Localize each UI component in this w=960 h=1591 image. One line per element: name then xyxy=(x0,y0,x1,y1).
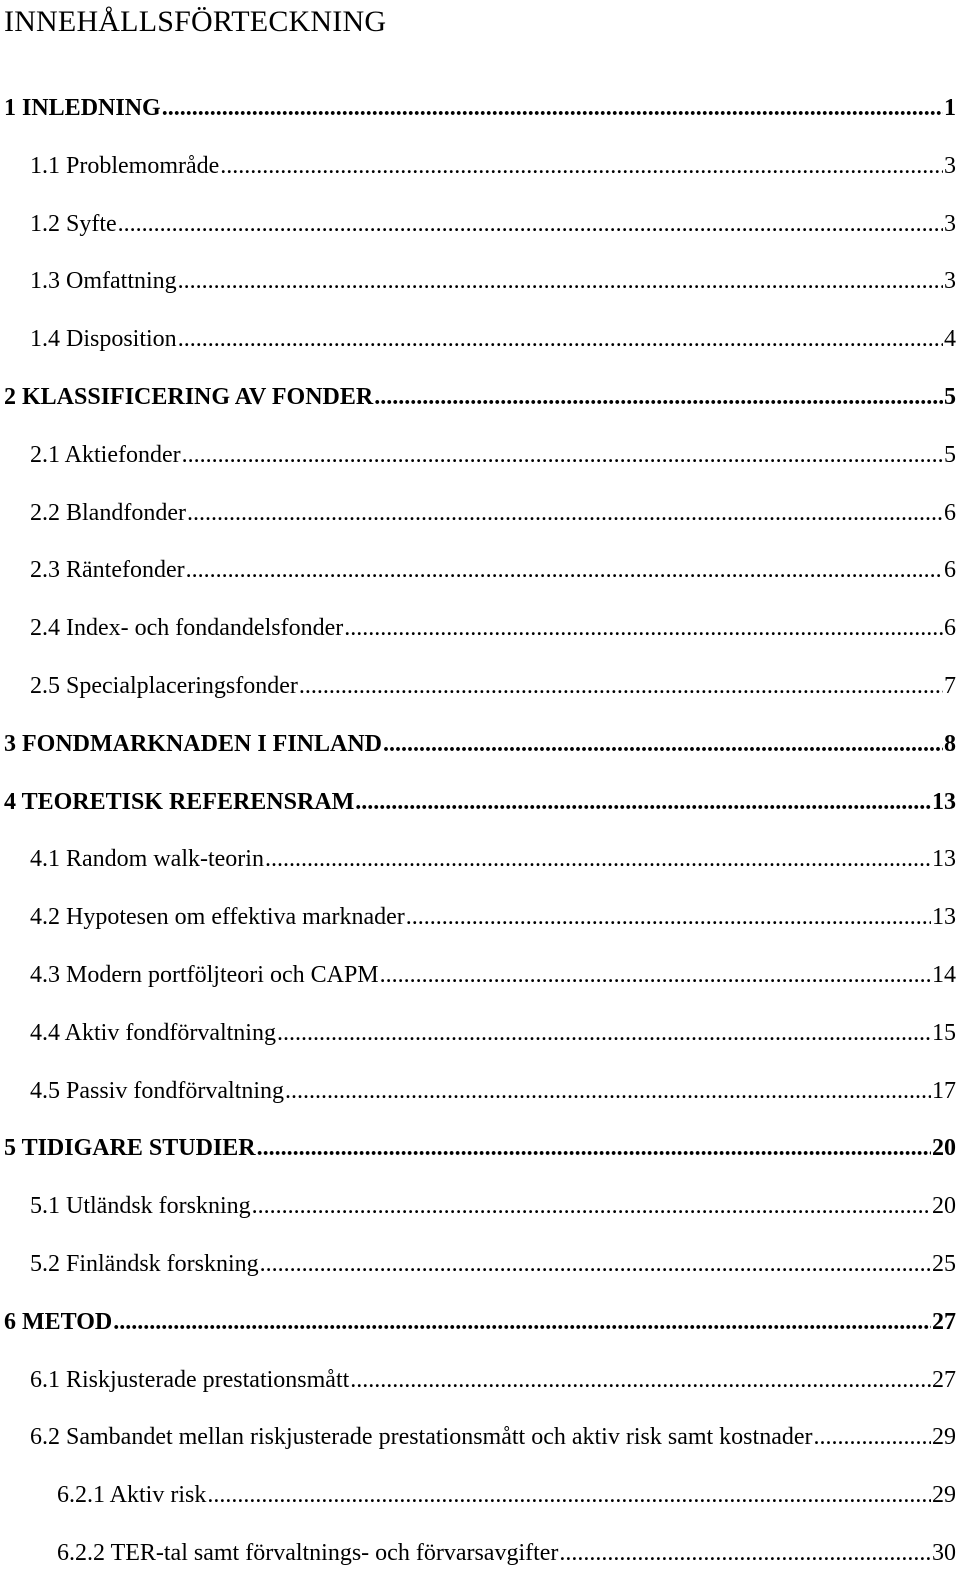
toc-entry-page-number: 6 xyxy=(944,615,956,642)
toc-entry-title: 2.3 Räntefonder xyxy=(30,557,185,584)
toc-entry[interactable] xyxy=(0,724,960,782)
toc-entry[interactable] xyxy=(0,435,960,493)
toc-entry-title: 1.1 Problemområde xyxy=(30,152,220,179)
toc-entry[interactable] xyxy=(0,1071,960,1129)
toc-entry-title: 5.1 Utländsk forskning xyxy=(30,1193,251,1220)
toc-entry-page-number: 8 xyxy=(944,730,956,757)
table-of-contents xyxy=(0,88,960,1591)
toc-entry-title: 6.2.1 Aktiv risk xyxy=(57,1482,207,1509)
toc-entry-title: 2.4 Index- och fondandelsfonder xyxy=(30,615,344,642)
toc-entry-page-number: 3 xyxy=(944,268,956,295)
toc-entry-page-number: 3 xyxy=(944,152,956,179)
toc-entry[interactable] xyxy=(0,897,960,955)
toc-entry[interactable] xyxy=(0,493,960,551)
toc-entry[interactable] xyxy=(0,550,960,608)
toc-entry-title: 4.1 Random walk-teorin xyxy=(30,846,264,873)
dot-leader xyxy=(344,608,943,648)
toc-entry-title: 6.1 Riskjusterade prestationsmått xyxy=(30,1366,350,1393)
toc-entry-title: 2.1 Aktiefonder xyxy=(30,441,181,468)
toc-entry-title: 2.2 Blandfonder xyxy=(30,499,186,526)
dot-leader xyxy=(277,1013,931,1053)
dot-leader xyxy=(350,1360,931,1400)
toc-entry[interactable] xyxy=(0,146,960,204)
toc-entry-page-number: 6 xyxy=(944,499,956,526)
toc-entry-page-number: 5 xyxy=(944,383,956,410)
toc-entry-page-number: 13 xyxy=(932,788,956,815)
toc-entry[interactable] xyxy=(0,608,960,666)
toc-entry-title: 1.4 Disposition xyxy=(30,326,177,353)
toc-entry-title: 2 KLASSIFICERING AV FONDER xyxy=(4,383,374,410)
toc-entry-title: 4.3 Modern portföljteori och CAPM xyxy=(30,961,379,988)
toc-entry-title: 1 INLEDNING xyxy=(4,95,161,121)
dot-leader xyxy=(355,782,931,822)
toc-entry-title: 4.4 Aktiv fondförvaltning xyxy=(30,1019,276,1046)
toc-entry[interactable] xyxy=(0,1244,960,1302)
dot-leader xyxy=(178,319,943,359)
toc-entry-page-number: 27 xyxy=(932,1366,956,1393)
dot-leader xyxy=(162,88,943,128)
toc-entry[interactable] xyxy=(0,666,960,724)
toc-entry-title: 6.2 Sambandet mellan riskjusterade prestationsmått och aktiv risk samt kostnader xyxy=(30,1424,813,1451)
toc-entry-title: 3 FONDMARKNADEN I FINLAND xyxy=(4,730,382,757)
dot-leader xyxy=(252,1186,931,1226)
toc-entry-page-number: 7 xyxy=(944,672,956,699)
page-title: INNEHÅLLSFÖRTECKNING xyxy=(4,5,387,38)
dot-leader xyxy=(406,897,931,937)
toc-entry-page-number: 25 xyxy=(932,1250,956,1277)
toc-entry-page-number: 29 xyxy=(932,1424,956,1451)
toc-entry[interactable] xyxy=(0,955,960,1013)
toc-entry-page-number: 15 xyxy=(932,1019,956,1046)
toc-entry-page-number: 17 xyxy=(932,1077,956,1104)
toc-entry-page-number: 6 xyxy=(944,557,956,584)
toc-entry[interactable] xyxy=(0,839,960,897)
toc-entry[interactable] xyxy=(0,1302,960,1360)
dot-leader xyxy=(260,1244,931,1284)
toc-entry[interactable] xyxy=(0,377,960,435)
toc-entry-page-number: 3 xyxy=(944,210,956,237)
dot-leader xyxy=(380,955,931,995)
toc-entry-title: 4.5 Passiv fondförvaltning xyxy=(30,1077,284,1104)
dot-leader xyxy=(559,1533,931,1573)
dot-leader xyxy=(187,493,943,533)
toc-entry[interactable] xyxy=(0,782,960,840)
dot-leader xyxy=(182,435,943,475)
toc-entry-title: 1.3 Omfattning xyxy=(30,268,177,295)
toc-entry-page-number: 5 xyxy=(944,441,956,468)
toc-entry-page-number: 29 xyxy=(932,1482,956,1509)
toc-entry-page-number: 30 xyxy=(932,1539,956,1566)
toc-entry-page-number: 20 xyxy=(932,1135,956,1162)
toc-entry[interactable] xyxy=(0,1128,960,1186)
toc-entry-page-number: 13 xyxy=(932,904,956,931)
toc-entry-page-number: 4 xyxy=(944,326,956,353)
toc-entry-title: 6.2.2 TER-tal samt förvaltnings- och förvarsavgifter xyxy=(57,1539,559,1566)
dot-leader xyxy=(285,1071,931,1111)
toc-entry[interactable] xyxy=(0,1186,960,1244)
dot-leader xyxy=(113,1302,931,1342)
toc-entry-page-number: 13 xyxy=(932,846,956,873)
dot-leader xyxy=(220,146,943,186)
toc-entry-page-number: 20 xyxy=(932,1193,956,1220)
toc-entry-title: 2.5 Specialplaceringsfonder xyxy=(30,672,298,699)
toc-entry-title: 6 METOD xyxy=(4,1308,113,1335)
dot-leader xyxy=(299,666,943,706)
toc-entry-title: 1.2 Syfte xyxy=(30,210,117,237)
dot-leader xyxy=(813,1417,931,1457)
dot-leader xyxy=(374,377,943,417)
toc-entry[interactable] xyxy=(0,1475,960,1533)
toc-entry-title: 4.2 Hypotesen om effektiva marknader xyxy=(30,904,405,931)
toc-entry[interactable] xyxy=(0,261,960,319)
dot-leader xyxy=(265,839,931,879)
toc-entry[interactable] xyxy=(0,204,960,262)
toc-entry[interactable] xyxy=(0,1533,960,1591)
dot-leader xyxy=(383,724,943,764)
toc-entry[interactable] xyxy=(0,1013,960,1071)
dot-leader xyxy=(186,550,943,590)
toc-entry-title: 5 TIDIGARE STUDIER xyxy=(4,1135,256,1162)
dot-leader xyxy=(118,204,943,244)
toc-entry-title: 4 TEORETISK REFERENSRAM xyxy=(4,788,355,815)
toc-entry-page-number: 1 xyxy=(944,95,956,121)
dot-leader xyxy=(178,261,943,301)
toc-entry[interactable] xyxy=(0,1360,960,1418)
toc-entry[interactable] xyxy=(0,319,960,377)
dot-leader xyxy=(207,1475,931,1515)
toc-entry[interactable] xyxy=(0,1417,960,1475)
toc-entry[interactable] xyxy=(0,88,960,146)
dot-leader xyxy=(257,1128,931,1168)
toc-entry-page-number: 27 xyxy=(932,1308,956,1335)
toc-entry-title: 5.2 Finländsk forskning xyxy=(30,1250,259,1277)
toc-entry-page-number: 14 xyxy=(932,961,956,988)
